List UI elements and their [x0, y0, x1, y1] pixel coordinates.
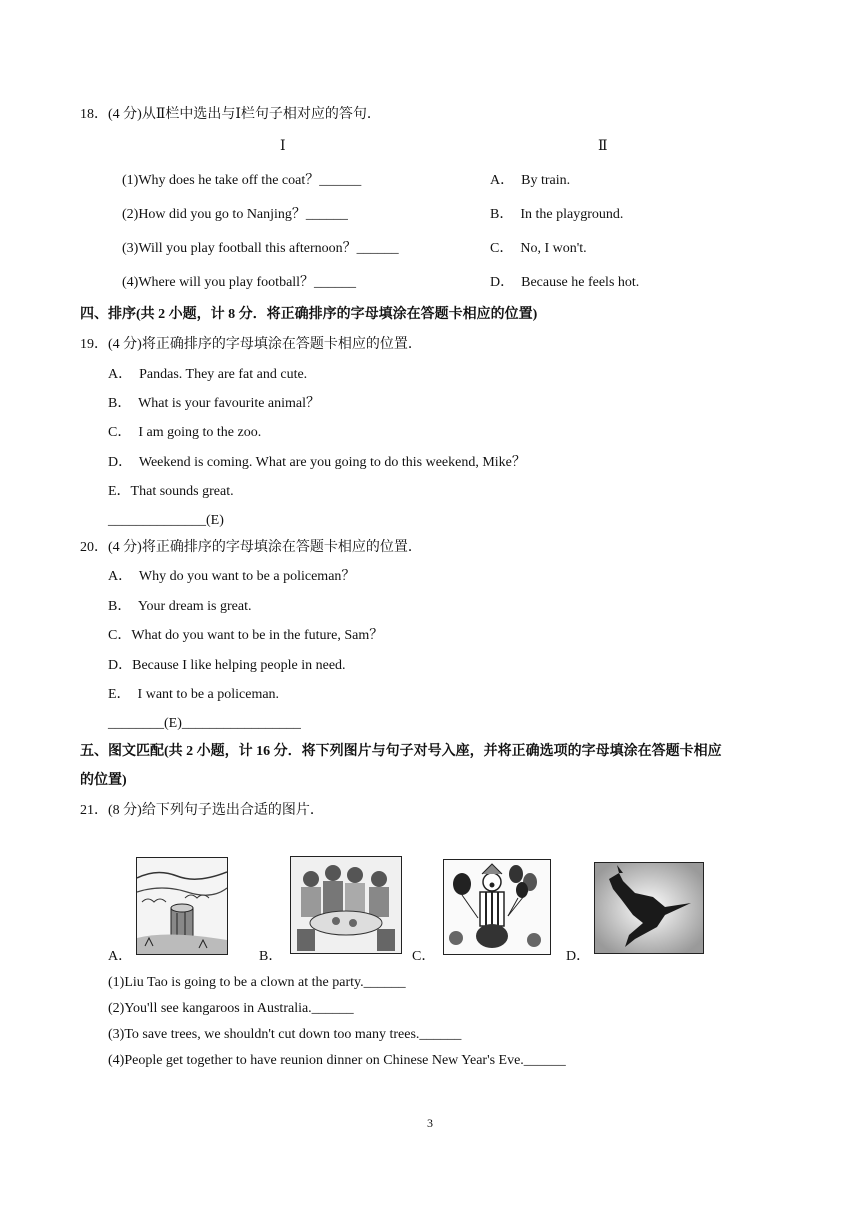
q18-right-d: D． Because he feels hot.: [490, 275, 640, 290]
q19-option-c: C． I am going to the zoo.: [108, 425, 262, 440]
section5-title-line2: 的位置): [80, 773, 127, 788]
q18-left-1: (1)Why does he take off the coat？______: [122, 173, 362, 188]
page-number: 3: [427, 1116, 433, 1130]
q19-option-e: E．That sounds great.: [108, 484, 234, 499]
q20-option-d: D．Because I like helping people in need.: [108, 658, 346, 673]
q21-sentence-1: (1)Liu Tao is going to be a clown at the party.______: [108, 975, 406, 990]
picture-label-d: D．: [566, 949, 591, 964]
q19-option-a: A． Pandas. They are fat and cute.: [108, 367, 308, 382]
q21-sentence-3: (3)To save trees, we shouldn't cut down too many trees.______: [108, 1027, 462, 1042]
q18-stem: 18．(4 分)从Ⅱ栏中选出与Ⅰ栏句子相对应的答句．: [80, 107, 381, 122]
q19-stem: 19．(4 分)将正确排序的字母填涂在答题卡相应的位置．: [80, 337, 422, 352]
q18-left-2: (2)How did you go to Nanjing？______: [122, 207, 348, 222]
q21-stem: 21．(8 分)给下列句子选出合适的图片．: [80, 803, 324, 818]
q18-left-3: (3)Will you play football this afternoon？______: [122, 241, 399, 256]
picture-c-clown-balloons: [443, 859, 551, 955]
q19-option-d: D． Weekend is coming. What are you going to do this weekend, Mike？: [108, 455, 526, 470]
q18-right-c: C． No, I won't.: [490, 241, 587, 256]
q20-stem: 20．(4 分)将正确排序的字母填涂在答题卡相应的位置．: [80, 540, 422, 555]
section5-title-line1: 五、图文匹配(共 2 小题，计 16 分．将下列图片与句子对号入座，并将正确选项的字母填涂在答题卡相应: [80, 744, 722, 759]
picture-label-a: A．: [108, 949, 133, 964]
q18-right-a: A． By train.: [490, 173, 571, 188]
picture-d-kangaroo: [594, 862, 704, 954]
q20-option-c: C．What do you want to be in the future, Sam？: [108, 628, 384, 643]
picture-a-tree-stump: [136, 857, 228, 955]
q18-left-4: (4)Where will you play football？______: [122, 275, 357, 290]
q20-answer-line: ________(E)_________________: [108, 716, 301, 731]
q19-answer-line: ______________(E): [108, 513, 224, 528]
q18-col1-header: Ⅰ: [280, 139, 286, 154]
q18-right-b: B． In the playground.: [490, 207, 624, 222]
q19-option-b: B． What is your favourite animal？: [108, 396, 321, 411]
picture-label-c: C．: [412, 949, 436, 964]
q21-sentence-4: (4)People get together to have reunion dinner on Chinese New Year's Eve.______: [108, 1053, 566, 1068]
section4-title: 四、排序(共 2 小题，计 8 分．将正确排序的字母填涂在答题卡相应的位置): [80, 307, 538, 322]
q20-option-b: B． Your dream is great.: [108, 599, 252, 614]
q20-option-e: E． I want to be a policeman.: [108, 687, 280, 702]
q18-col2-header: Ⅱ: [598, 139, 608, 154]
q21-sentence-2: (2)You'll see kangaroos in Australia.______: [108, 1001, 354, 1016]
q20-option-a: A． Why do you want to be a policeman？: [108, 569, 356, 584]
picture-label-b: B．: [259, 949, 283, 964]
picture-b-reunion-dinner: [290, 856, 402, 954]
